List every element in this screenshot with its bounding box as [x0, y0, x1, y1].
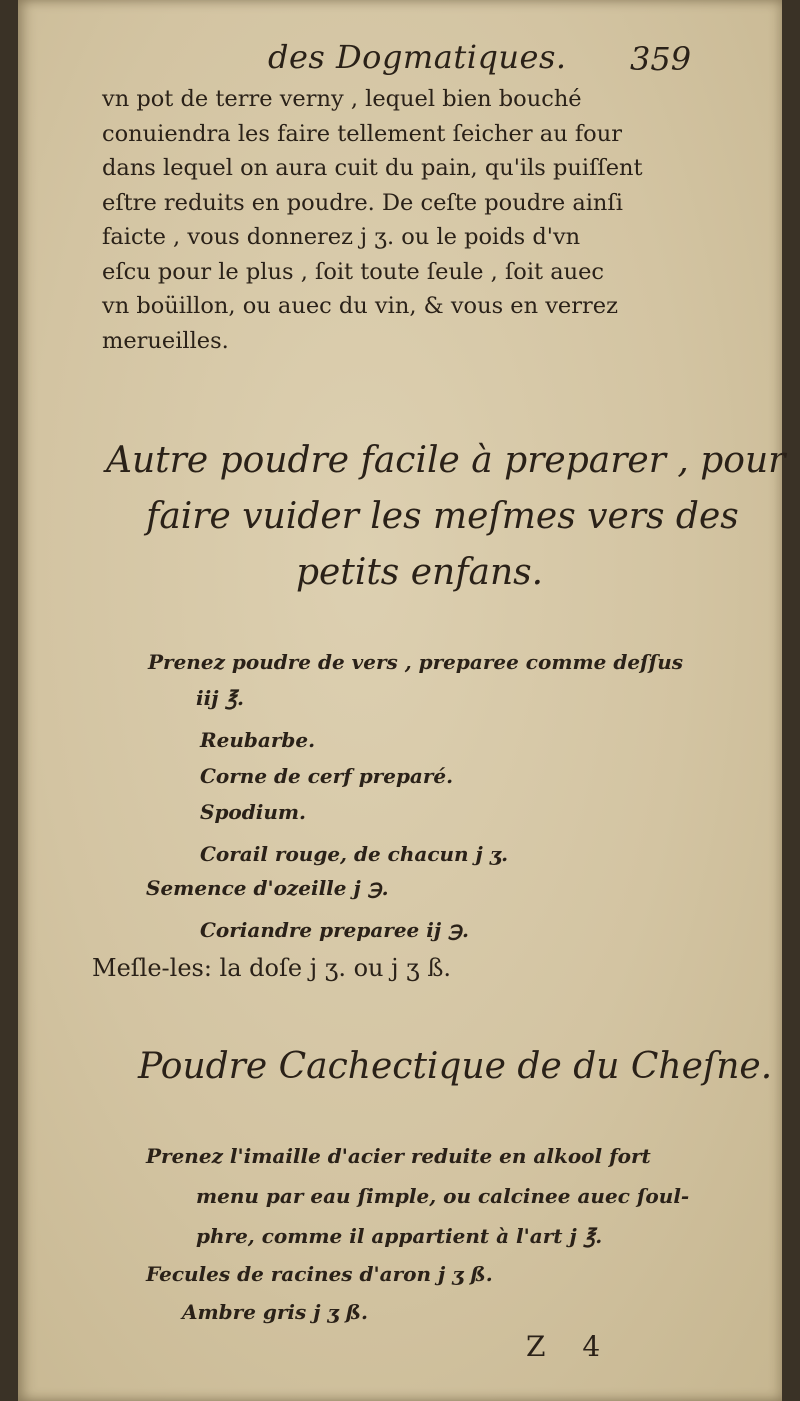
dosage-line: Meſle-les: la doſe j ʒ. ou j ʒ ß. — [92, 954, 452, 982]
recipe-line: Prenez poudre de vers , preparee comme deſſus — [148, 650, 684, 674]
text-line: faicte , vous donnerez j ʒ. ou le poids d'vn — [102, 224, 581, 250]
page-number: 359 — [630, 40, 692, 78]
signature-mark: Z 4 — [526, 1330, 615, 1363]
recipe-line: Reubarbe. — [200, 728, 316, 752]
recipe-line: Ambre gris j ʒ ß. — [182, 1300, 368, 1324]
section-title: Poudre Cachectique de du Cheſne. — [138, 1046, 773, 1087]
text-line: conuiendra les faire tellement ſeicher au four — [102, 120, 622, 147]
recipe-line: Fecules de racines d'aron j ʒ ß. — [146, 1262, 493, 1286]
recipe-line: Corne de cerf preparé. — [200, 764, 454, 788]
recipe-line: menu par eau ſimple, ou calcinee auec ſoul- — [196, 1184, 690, 1208]
recipe-line: Corail rouge, de chacun j ʒ. — [200, 842, 509, 866]
recipe-line: iij ℥. — [196, 686, 244, 710]
text-line: merueilles. — [102, 327, 229, 354]
recipe-line: Semence d'ozeille j ℈. — [146, 876, 389, 900]
section-title-line: Autre poudre facile à preparer , pour — [106, 440, 786, 481]
text-line: eſcu pour le plus , ſoit toute ſeule , ſoit auec — [102, 258, 605, 285]
section-title-line: petits enfans. — [296, 552, 544, 593]
recipe-line: Coriandre preparee ij ℈. — [200, 918, 469, 942]
intro-paragraph — [102, 82, 702, 358]
running-head: des Dogmatiques. — [268, 38, 567, 76]
text-line: eſtre reduits en poudre. De ceſte poudre ainſi — [102, 189, 623, 216]
text-line: dans lequel on aura cuit du pain, qu'ils puiſſent — [102, 155, 643, 181]
recipe-line: phre, comme il appartient à l'art j ℥. — [196, 1224, 603, 1248]
recipe-line: Prenez l'imaille d'acier reduite en alkool fort — [146, 1144, 651, 1168]
book-page — [18, 0, 786, 1401]
section-title-line: faire vuider les meſmes vers des — [146, 496, 739, 537]
text-line: vn pot de terre verny , lequel bien bouché — [102, 86, 582, 112]
text-line: vn boüillon, ou auec du vin, & vous en verrez — [102, 293, 618, 319]
recipe-line: Spodium. — [200, 800, 307, 824]
